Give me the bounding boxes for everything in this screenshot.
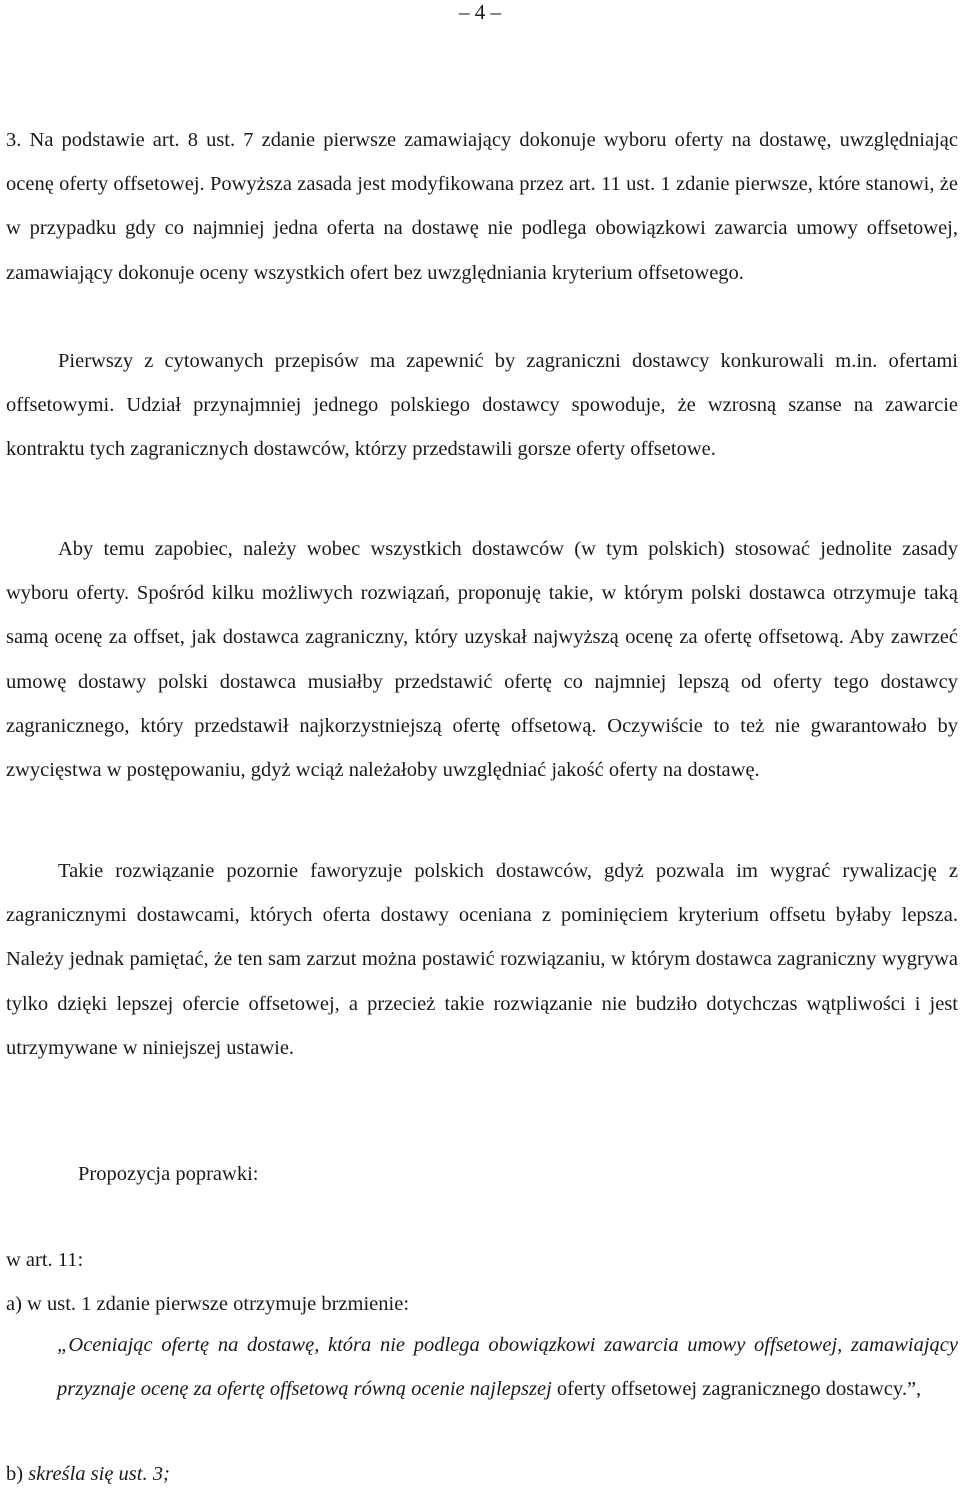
amendment-item-a: a) w ust. 1 zdanie pierwsze otrzymuje brzmienie:	[6, 1293, 410, 1315]
amendment-quote-italic: „Oceniając ofertę na dostawę, która nie podlega obowiązkowi zawarcia umowy offsetowej, zamawiający przyznaje ocenę za ofertę offsetową równą ocenie najlepszej	[57, 1334, 958, 1401]
amendment-quote-plain: oferty offsetowej zagranicznego dostawcy.”,	[556, 1378, 922, 1401]
amendment-item-b-label: b)	[6, 1463, 29, 1485]
paragraph-1: 3. Na podstawie art. 8 ust. 7 zdanie pierwsze zamawiający dokonuje wyboru oferty na dostawę, uwzględniając ocenę oferty offsetowej. Powyższa zasada jest modyfikowana przez art. 11 ust. 1 zdanie pierwsze, które stanowi, że w przypadku gdy co najmniej jedna oferta na dostawę nie podlega obowiązkowi zawarcia umowy offsetowej, zamawiający dokonuje oceny wszystkich ofert bez uwzględniania kryterium offsetowego.	[6, 129, 958, 284]
paragraph-4: Takie rozwiązanie pozornie faworyzuje polskich dostawców, gdyż pozwala im wygrać rywalizację z zagranicznymi dostawcami, których oferta dostawy oceniana z pominięciem kryterium offsetu byłaby lepsza. Należy jednak pamiętać, że ten sam zarzut można postawić rozwiązaniu, w którym dostawca zagraniczny wygrywa tylko dzięki lepszej ofercie offsetowej, a przecież takie rozwiązanie nie budziło dotychczas wątpliwości i jest utrzymywane w niniejszej ustawie.	[6, 860, 958, 1059]
page-number: – 4 –	[459, 0, 501, 24]
amendment-heading: Propozycja poprawki:	[78, 1163, 259, 1185]
paragraph-2: Pierwszy z cytowanych przepisów ma zapewnić by zagraniczni dostawcy konkurowali m.in. ofertami offsetowymi. Udział przynajmniej jednego polskiego dostawcy spowoduje, że wzrosną szanse na zawarcie kontraktu tych zagranicznych dostawców, którzy przedstawili gorsze oferty offsetowe.	[6, 350, 958, 461]
amendment-item-b-text: skreśla się ust. 3;	[28, 1463, 170, 1485]
amendment-article: w art. 11:	[6, 1249, 84, 1271]
amendment-quote	[57, 1323, 958, 1411]
amendment-item-b	[6, 1454, 170, 1494]
paragraph-3: Aby temu zapobiec, należy wobec wszystkich dostawców (w tym polskich) stosować jednolite zasady wyboru oferty. Spośród kilku możliwych rozwiązań, proponuję takie, w którym polski dostawca otrzymuje taką samą ocenę za offset, jak dostawca zagraniczny, który uzyskał najwyższą ocenę za ofertę offsetową. Aby zawrzeć umowę dostawy polski dostawca musiałby przedstawić ofertę co najmniej lepszą od oferty tego dostawcy zagranicznego, który przedstawił najkorzystniejszą ofertę offsetową. Oczywiście to też nie gwarantowało by zwycięstwa w postępowaniu, gdyż wciąż należałoby uwzględniać jakość oferty na dostawę.	[6, 538, 958, 782]
